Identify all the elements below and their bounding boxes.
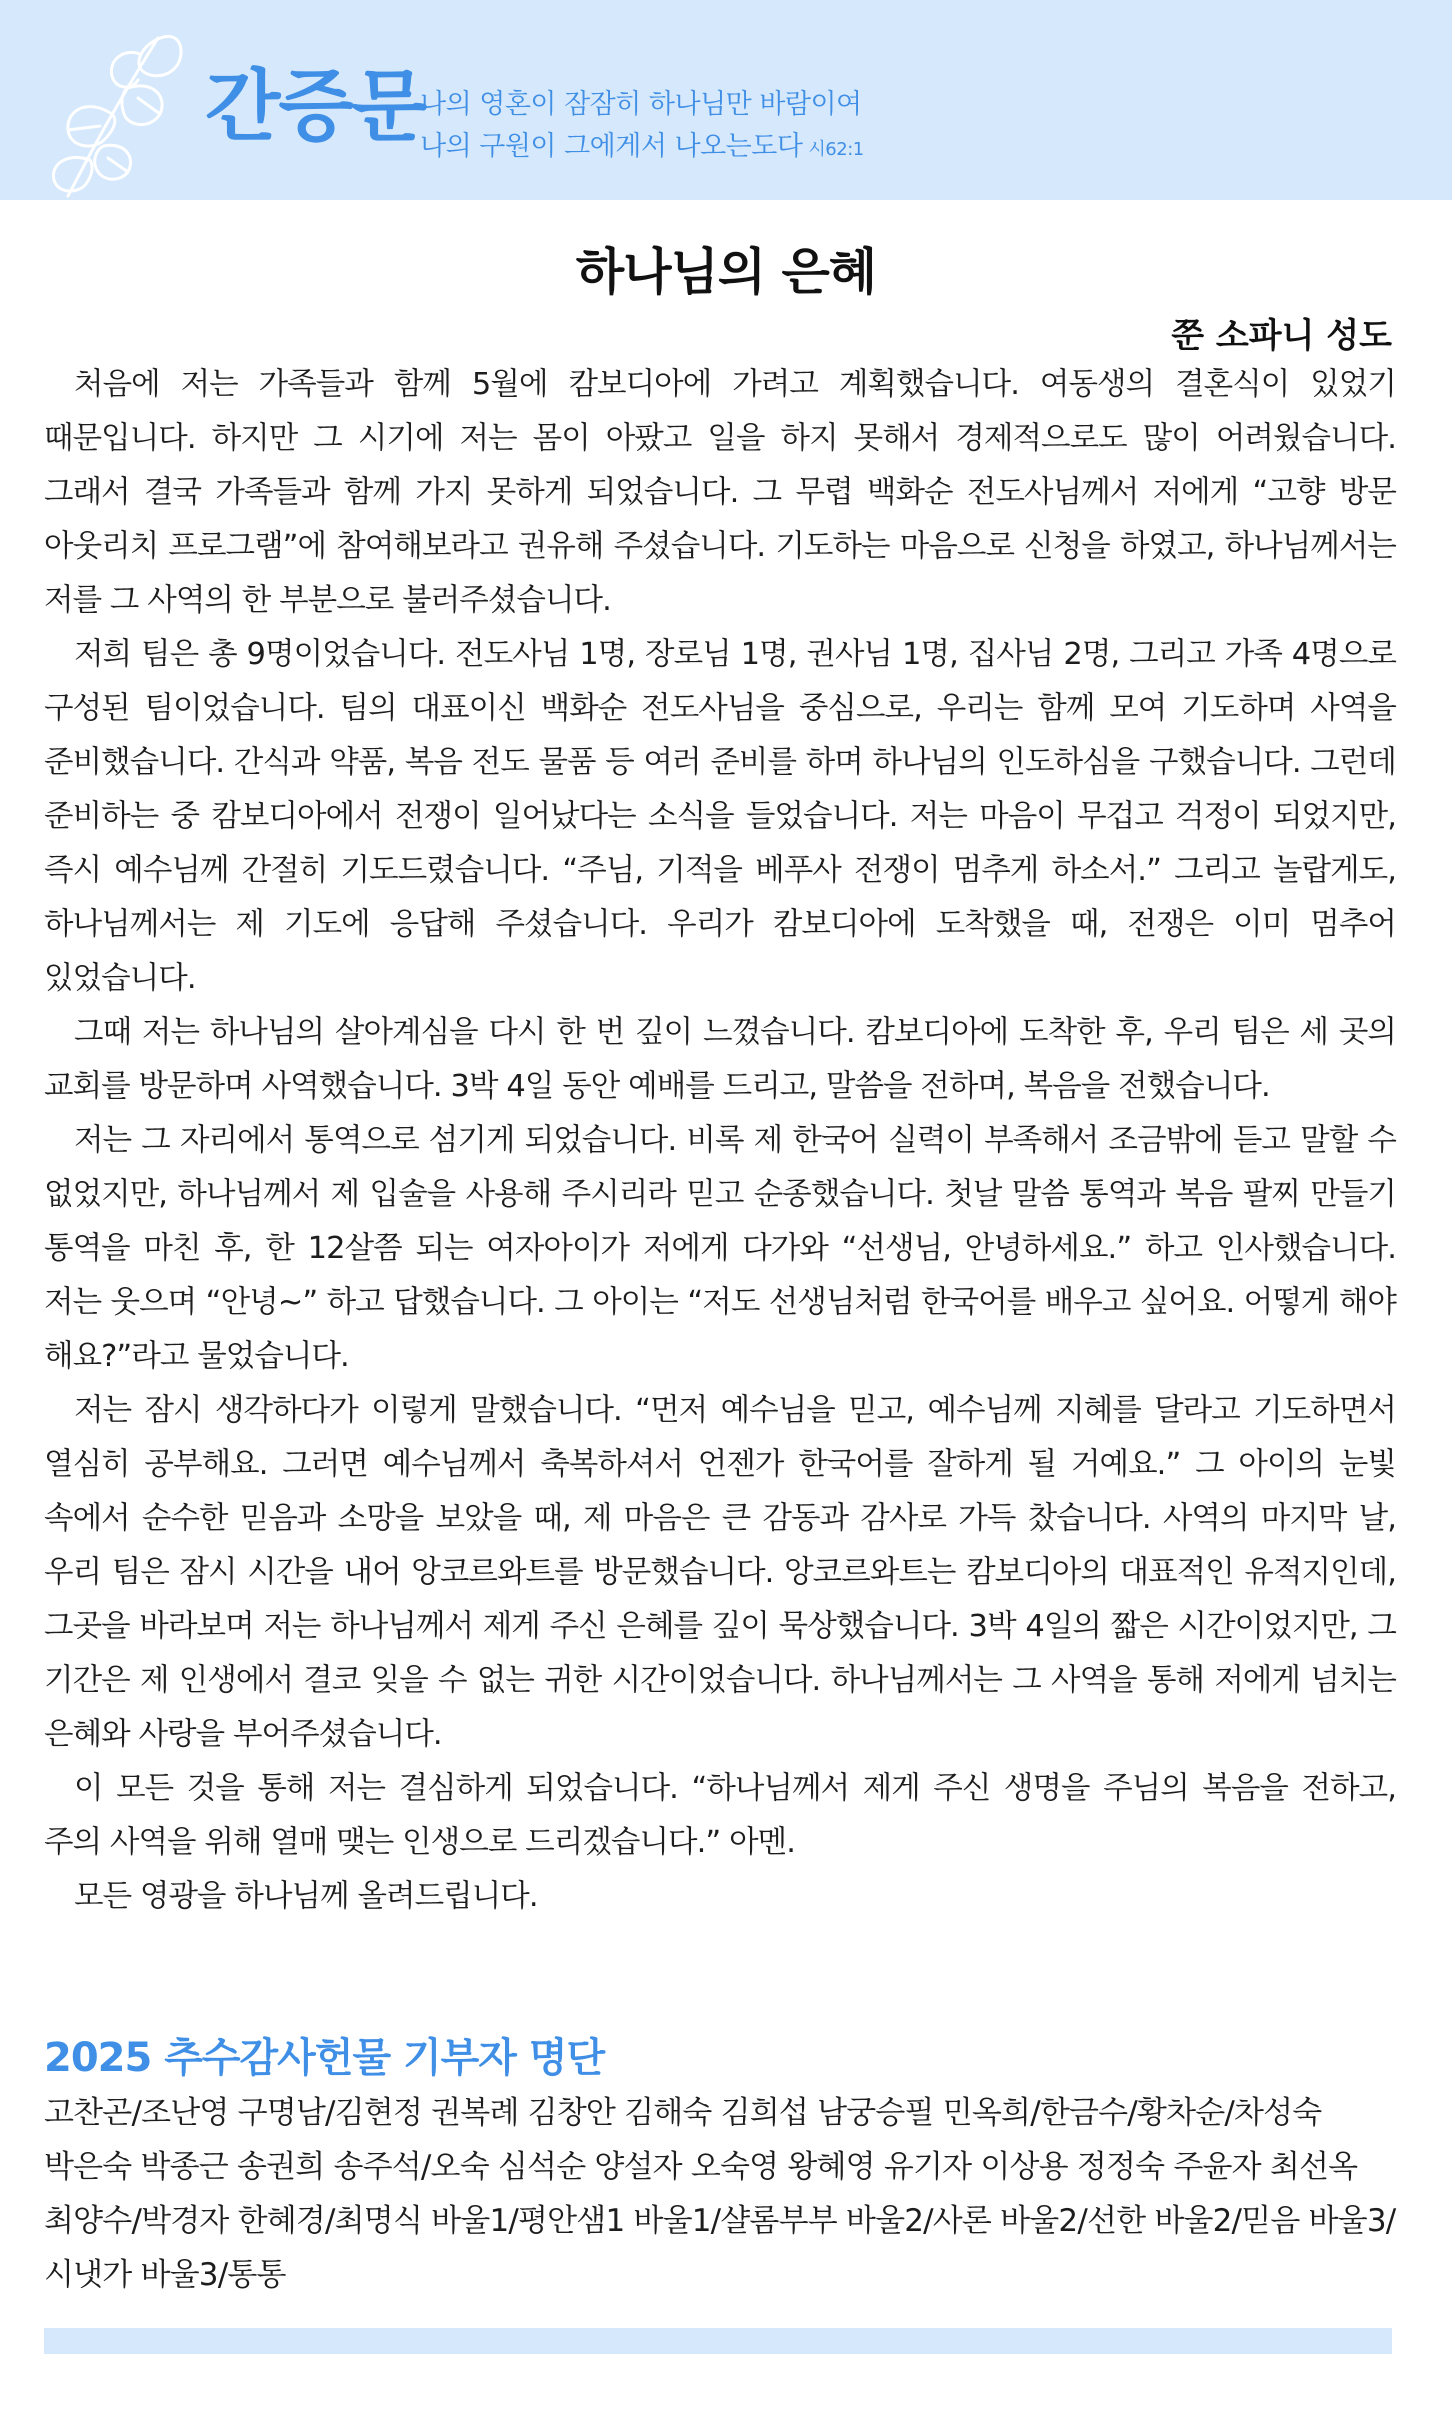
footer-bar (44, 2328, 1392, 2354)
paragraph: 처음에 저는 가족들과 함께 5월에 캄보디아에 가려고 계획했습니다. 여동생의 결혼식이 있었기 때문입니다. 하지만 그 시기에 저는 몸이 아팠고 일을 하지 못해서 경제적으로도 많이 어려웠습니다. 그래서 결국 가족들과 함께 가지 못하게 되었습니다. 그 무렵 백화순 전도사님께서 저에게 “고향 방문 아웃리치 프로그램”에 참여해보라고 권유해 주셨습니다. 기도하는 마음으로 신청을 하였고, 하나님께서는 저를 그 사역의 한 부분으로 불러주셨습니다. (44, 367, 1396, 618)
paragraph: 저는 그 자리에서 통역으로 섬기게 되었습니다. 비록 제 한국어 실력이 부족해서 조금밖에 듣고 말할 수 없었지만, 하나님께서 제 입술을 사용해 주시리라 믿고 순종했습니다. 첫날 말씀 통역과 복음 팔찌 만들기 통역을 마친 후, 한 12살쯤 되는 여자아이가 저에게 다가와 “선생님, 안녕하세요.” 하고 인사했습니다. 저는 웃으며 “안녕~” 하고 답했습니다. 그 아이는 “저도 선생님처럼 한국어를 배우고 싶어요. 어떻게 해야 해요?”라고 물었습니다. (44, 1123, 1396, 1374)
verse-reference: 시62:1 (808, 139, 864, 160)
paragraph: 모든 영광을 하나님께 올려드립니다. (74, 1879, 538, 1914)
article-title: 하나님의 은혜 (575, 243, 877, 301)
donor-list: 고찬곤/조난영 구명남/김현정 권복례 김창안 김해숙 김희섭 남궁승필 민옥희/한금수/황차순/차성숙 박은숙 박종근 송권희 송주석/오숙 심석순 양설자 오숙영 왕혜영 유기자 이상용 정정숙 주윤자 최선옥 최양수/박경자 한혜경/최명식 바울1/평안샘1 바울1/샬롬부부 바울2/사론 바울2/선한 바울2/믿음 바울3/시냇가 바울3/통통 (44, 2095, 1396, 2293)
paragraph: 그때 저는 하나님의 살아계심을 다시 한 번 깊이 느꼈습니다. 캄보디아에 도착한 후, 우리 팀은 세 곳의 교회를 방문하며 사역했습니다. 3박 4일 동안 예배를 드리고, 말씀을 전하며, 복음을 전했습니다. (44, 1015, 1396, 1104)
header-verse (420, 84, 864, 171)
donor-list-title: 2025 추수감사헌물 기부자 명단 (44, 2035, 605, 2081)
header-band (0, 0, 1452, 200)
verse-line-2-text: 나의 구원이 그에게서 나오는도다 (420, 131, 803, 162)
article-body (44, 358, 1396, 1924)
paragraph: 이 모든 것을 통해 저는 결심하게 되었습니다. “하나님께서 제게 주신 생명을 주님의 복음을 전하고, 주의 사역을 위해 열매 맺는 인생으로 드리겠습니다.” 아멘. (44, 1771, 1396, 1860)
leaf-branch-icon (28, 18, 188, 200)
verse-line-2 (420, 126, 864, 171)
paragraph: 저는 잠시 생각하다가 이렇게 말했습니다. “먼저 예수님을 믿고, 예수님께 지혜를 달라고 기도하면서 열심히 공부해요. 그러면 예수님께서 축복하셔서 언젠가 한국어를 잘하게 될 거예요.” 그 아이의 눈빛 속에서 순수한 믿음과 소망을 보았을 때, 제 마음은 큰 감동과 감사로 가득 찼습니다. 사역의 마지막 날, 우리 팀은 잠시 시간을 내어 앙코르와트를 방문했습니다. 앙코르와트는 캄보디아의 대표적인 유적지인데, 그곳을 바라보며 저는 하나님께서 제게 주신 은혜를 깊이 묵상했습니다. 3박 4일의 짧은 시간이었지만, 그 기간은 제 인생에서 결코 잊을 수 없는 귀한 시간이었습니다. 하나님께서는 그 사역을 통해 저에게 넘치는 은혜와 사랑을 부어주셨습니다. (44, 1393, 1396, 1752)
paragraph: 저희 팀은 총 9명이었습니다. 전도사님 1명, 장로님 1명, 권사님 1명, 집사님 2명, 그리고 가족 4명으로 구성된 팀이었습니다. 팀의 대표이신 백화순 전도사님을 중심으로, 우리는 함께 모여 기도하며 사역을 준비했습니다. 간식과 약품, 복음 전도 물품 등 여러 준비를 하며 하나님의 인도하심을 구했습니다. 그런데 준비하는 중 캄보디아에서 전쟁이 일어났다는 소식을 들었습니다. 저는 마음이 무겁고 걱정이 되었지만, 즉시 예수님께 간절히 기도드렸습니다. “주님, 기적을 베푸사 전쟁이 멈추게 하소서.” 그리고 놀랍게도, 하나님께서는 제 기도에 응답해 주셨습니다. 우리가 캄보디아에 도착했을 때, 전쟁은 이미 멈추어 있었습니다. (44, 637, 1396, 996)
section-title: 간증문 (205, 62, 426, 152)
article-author: 쭌 소파니 성도 (1171, 316, 1392, 356)
verse-line-1: 나의 영혼이 잠잠히 하나님만 바람이여 (420, 89, 862, 120)
